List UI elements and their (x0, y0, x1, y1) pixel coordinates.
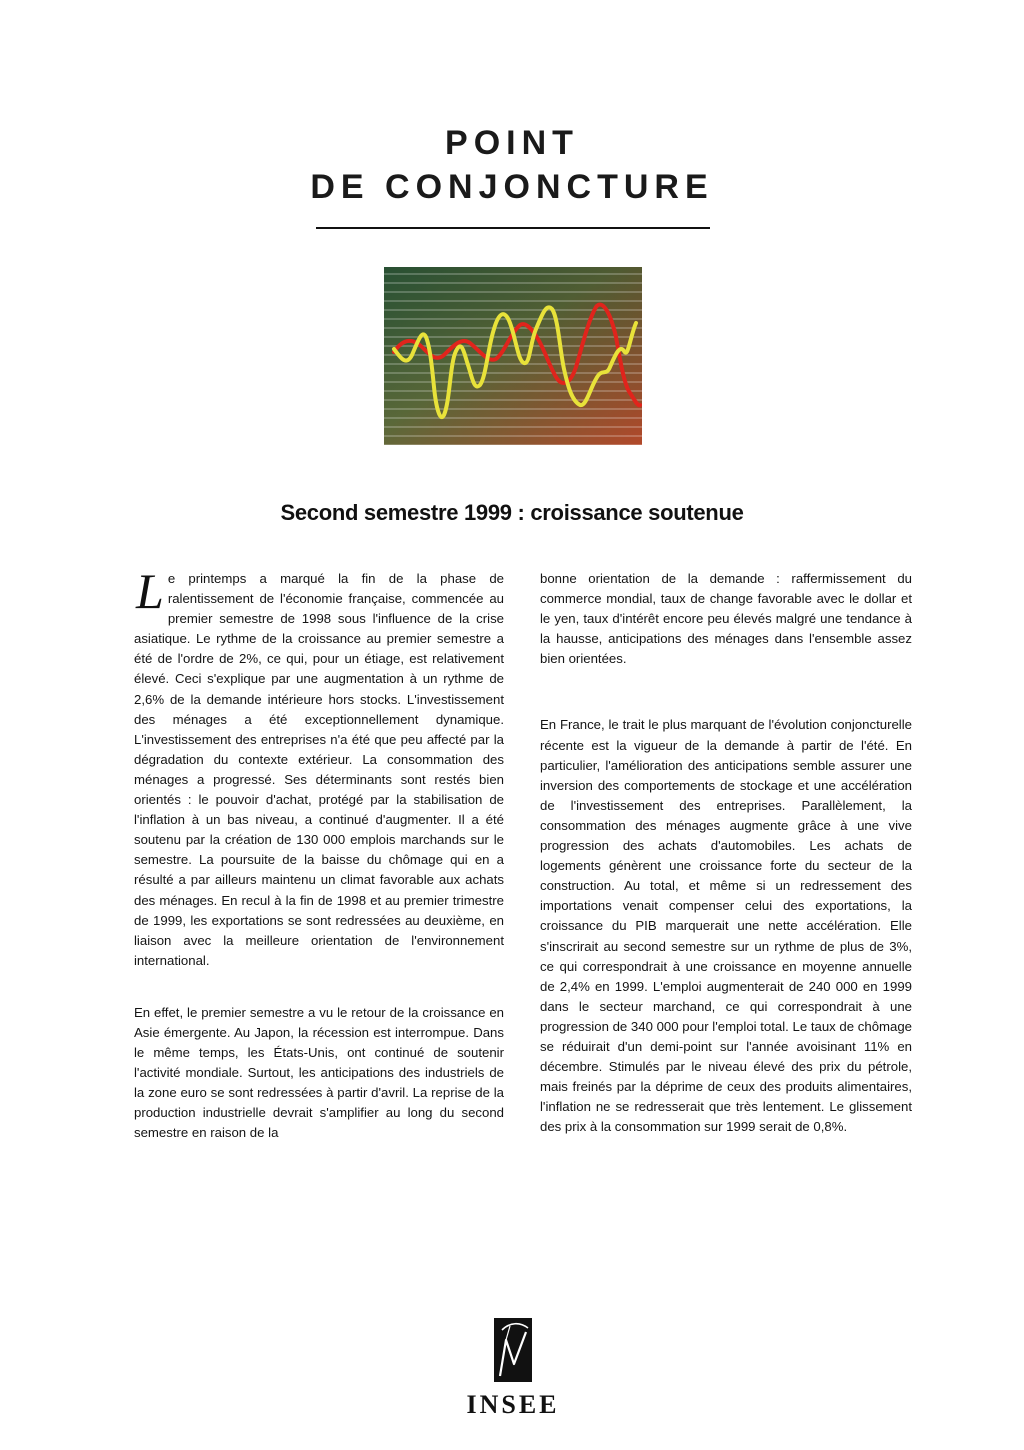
graphic-stripe (384, 426, 642, 428)
drop-cap: L (136, 563, 164, 619)
article-column-right (540, 569, 912, 1137)
paragraph-1 (134, 563, 504, 971)
paragraph-4: En France, le trait le plus marquant de l'évolution conjoncturelle récente est la vigueur de la demande à partir de l'été. En particulier, l'amélioration des anticipations semble assurer une inversion des comportements de stockage et une accélération de l'investissement des entreprises. Parallèlement, la consommation des ménages augmente grâce à une vive progression des achats d'automobiles. Les achats de logements génèrent une croissance forte du secteur de la construction. Au total, et même si un redressement des importations venait compenser celui des exportations, la croissance du PIB marquerait une nette accélération. Elle s'inscrirait au second semestre sur un rythme de plus de 3%, ce qui correspondrait à une croissance en moyenne annuelle de 2,4% en 1999. L'emploi augmenterait de 240 000 en 1999 dans le secteur marchand, ce qui correspondrait à une progression de 340 000 pour l'emploi total. Le taux de chômage se réduirait d'un demi-point sur l'année avoisinant 11% en décembre. Stimulés par le niveau élevé des prix du pétrole, mais freinés par la déprime de ceux des produits alimentaires, l'inflation ne se redresserait que très lentement. Le glissement des prix à la consommation sur 1999 serait de 0,8%. (540, 717, 913, 1135)
graphic-stripe (384, 318, 642, 320)
graphic-stripe (384, 363, 642, 365)
insee-logo-text: INSEE (466, 1390, 560, 1419)
graphic-stripe (384, 354, 642, 356)
graphic-stripe (384, 417, 642, 419)
graphic-stripe (384, 309, 642, 311)
graphic-stripe (384, 282, 642, 284)
article-column-left (134, 563, 504, 1144)
insee-logo-icon (494, 1318, 532, 1382)
title-line-2: DE CONJONCTURE (310, 168, 714, 206)
graphic-stripe (384, 399, 642, 401)
economic-curves-graphic (384, 267, 642, 445)
graphic-stripe (384, 381, 642, 383)
paragraph-2: En effet, le premier semestre a vu le retour de la croissance en Asie émergente. Au Japon, la récession est interrompue. Dans le même temps, les États-Unis, ont continué de soutenir l'activité mondiale. Surtout, les anticipations des industriels de la zone euro se sont redressées à partir d'avril. La reprise de la production industrielle devrait s'amplifier au long du second semestre en raison de la (134, 1004, 504, 1141)
paragraph-3: bonne orientation de la demande : raffermissement du commerce mondial, taux de change favorable avec le dollar et le yen, taux d'intérêt encore peu élevés malgré une tendance à la hausse, anticipations des ménages dans l'ensemble assez bien orientées. (540, 571, 912, 667)
paragraph-1-text: e printemps a marqué la fin de la phase de ralentissement de l'économie française, commencée au premier semestre de 1998 sous l'influence de la crise asiatique. Le rythme de la croissance au premier semestre a été de l'ordre de 2%, ce qui, pour un étiage, est relativement élevé. Ceci s'explique par une augmentation à un rythme de 2,6% de la demande intérieure hors stocks. L'investissement des ménages a été exceptionnellement dynamique. L'investissement des entreprises n'a été que peu affecté par la dégradation du contexte extérieur. La consommation des ménages a progressé. Ses déterminants sont restés bien orientés : le pouvoir d'achat, protégé par la stabilisation de l'inflation à un bas niveau, a continué d'augmenter. Il a été soutenu par la création de 130 000 emplois marchands sur le semestre. La poursuite de la baisse du chômage qui en a résulté a par ailleurs maintenu un climat favorable aux achats des ménages. En recul à la fin de 1998 et au premier trimestre de 1999, les exportations se sont redressées au deuxième, en liaison avec la meilleure orientation de l'environnement international. (134, 571, 504, 968)
title-divider (316, 227, 710, 229)
title-line-1: POINT (445, 124, 579, 162)
graphic-stripe (384, 390, 642, 392)
graphic-stripe (384, 408, 642, 410)
article-subtitle: Second semestre 1999 : croissance soutenue (280, 500, 744, 525)
graphic-stripe (384, 435, 642, 437)
insee-logo (466, 1318, 560, 1430)
graphic-stripe (384, 291, 642, 293)
graphic-stripe (384, 444, 642, 445)
graphic-stripe (384, 300, 642, 302)
graphic-stripe (384, 273, 642, 275)
